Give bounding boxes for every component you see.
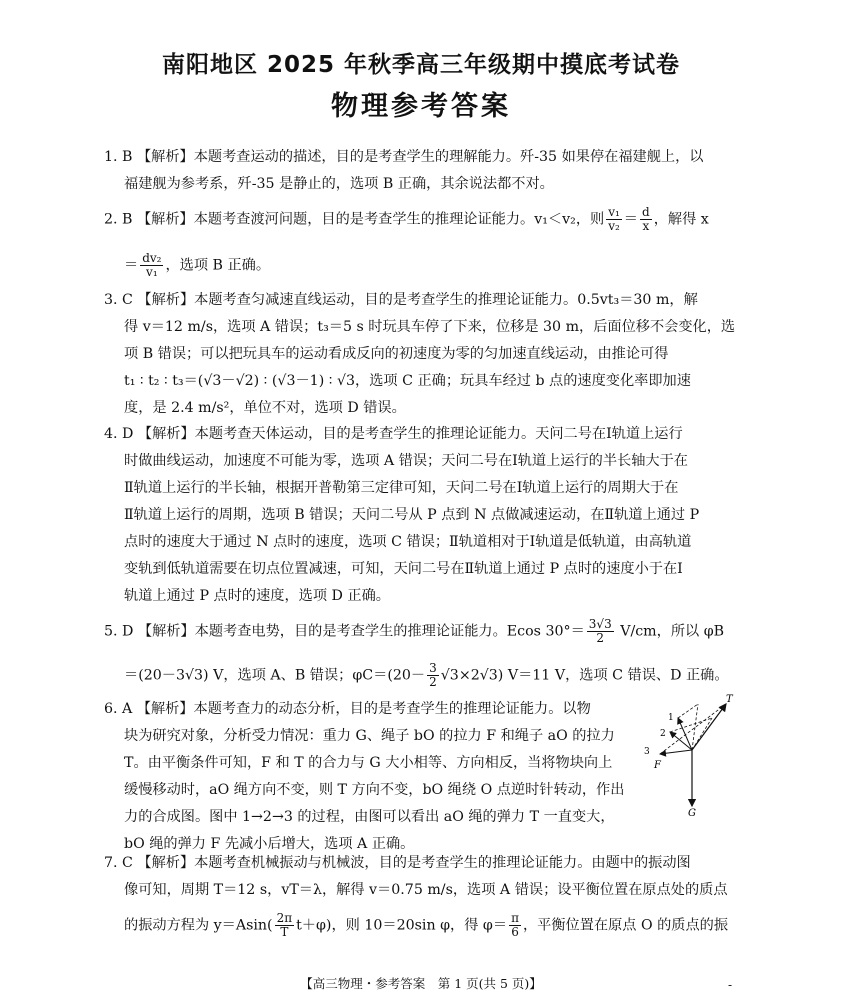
q7-line-2: 像可知，周期 T＝12 s，vT＝λ，解得 v＝0.75 m/s，选项 A 错误；设平衡位置在原点处的质点 (124, 882, 728, 898)
q3-line-1: 3. C 【解析】本题考查匀减速直线运动，目的是考查学生的推理论证能力。0.5vt₃＝30 m，解 (104, 292, 698, 308)
page-mark: - (728, 978, 733, 992)
dashed-3 (660, 704, 726, 754)
q4-line-3: Ⅱ轨道上运行的半长轴，根据开普勒第三定律可知，天问二号在Ⅰ轨道上运行的周期大于在 (124, 480, 679, 496)
q4-line-7: 轨道上通过 P 点时的速度，选项 D 正确。 (124, 588, 390, 604)
force-2 (670, 732, 692, 750)
label-G: G (688, 808, 696, 819)
q5-line-1: 5. D 【解析】本题考查电势，目的是考查学生的推理论证能力。Ecos 30°＝ $\frac{3√3}{2}$ V/cm，所以 φB (104, 617, 725, 645)
dashed-t2 (692, 718, 712, 750)
q3-line-4: t₁ ∶ t₂ ∶ t₃＝(√3－√2) ∶ (√3－1) ∶ √3，选项 C 正确；玩具车经过 b 点的速度变化率即加速 (124, 373, 691, 389)
answer-key-title: 物理参考答案 (331, 91, 511, 122)
q2-line-2: ＝ $\frac{\text{dv₂}}{\text{v₁}}$ ，选项 B 正确。 (124, 251, 271, 279)
q4-line-2: 时做曲线运动，加速度不可能为零，选项 A 错误；天问二号在Ⅰ轨道上运行的半长轴大于在 (124, 453, 688, 469)
dashed-1 (678, 704, 698, 718)
q5-line-2: ＝(20－3√3) V，选项 A、B 错误；φC＝(20－ $\frac{3}{2}$ √3×2√3) V＝11 V，选项 C 错误、D 正确。 (124, 661, 729, 689)
label-T: T (726, 694, 733, 705)
q6-line-5: 力的合成图。图中 1→2→3 的过程，由图可以看出 aO 绳的弹力 T 一直变大， (124, 809, 615, 825)
q7-fraction-phi: $\frac{\pi}{6}$ (511, 911, 519, 939)
q7-line-3: 的振动方程为 y＝Asin( $\frac{2\pi}{T}$ t＋φ)，则 10＝20sin φ，得 φ＝ $\frac{\pi}{6}$ ，平衡位置在原点 O 的质点的振 (124, 911, 729, 939)
q7-fraction-omega: $\frac{2\pi}{T}$ (276, 911, 293, 939)
force-1 (678, 718, 692, 750)
dashed-2 (670, 718, 712, 732)
rope-a-force-T (692, 704, 726, 750)
q1-line-1: 1. B 【解析】本题考查运动的描述，目的是考查学生的理解能力。歼-35 如果停在福建舰上，以 (104, 149, 704, 165)
q2-line-1: 2. B 【解析】本题考查渡河问题，目的是考查学生的推理论证能力。v₁＜v₂，则 $\frac{\text{v₁}}{\text{v₂}}$ ＝ $\frac{d}{x}$ ，解得 x (104, 205, 709, 233)
q6-line-2: 块为研究对象，分析受力情况：重力 G、绳子 bO 的拉力 F 和绳子 aO 的拉力 (124, 728, 615, 744)
q4-line-4: Ⅱ轨道上运行的周期，选项 B 错误；天问二号从 P 点到 N 点做减速运动，在Ⅱ轨道上通过 P (124, 507, 700, 523)
label-1: 1 (668, 713, 674, 723)
q4-line-5: 点时的速度大于通过 N 点时的速度，选项 C 错误；Ⅱ轨道相对于Ⅰ轨道是低轨道，由高轨道 (124, 534, 692, 550)
label-2: 2 (660, 729, 666, 739)
q2-text: 2. B 【解析】本题考查渡河问题，目的是考查学生的推理论证能力。v₁＜v₂，则 (104, 211, 605, 228)
q6-line-6: bO 绳的弹力 F 先减小后增大，选项 A 正确。 (124, 836, 415, 852)
q7-line-1: 7. C 【解析】本题考查机械振动与机械波，目的是考查学生的推理论证能力。由题中的振动图 (104, 855, 691, 871)
q2-fraction-v: $\frac{\text{v₁}}{\text{v₂}}$ (608, 205, 620, 233)
q1-line-2: 福建舰为参考系，歼-35 是静止的，选项 B 正确，其余说法都不对。 (124, 176, 554, 192)
q3-line-3: 项 B 错误；可以把玩具车的运动看成反向的初速度为零的匀加速直线运动，由推论可得 (124, 346, 669, 362)
q4-line-1: 4. D 【解析】本题考查天体运动，目的是考查学生的推理论证能力。天问二号在Ⅰ轨道上运行 (104, 426, 683, 442)
q6-line-1: 6. A 【解析】本题考查力的动态分析，目的是考查学生的推理论证能力。以物 (104, 701, 591, 717)
q6-line-4: 缓慢移动时，aO 绳方向不变，则 T 方向不变，bO 绳绕 O 点逆时针转动，作出 (124, 782, 625, 798)
q5-fraction-2: $\frac{3}{2}$ (429, 661, 437, 689)
label-3: 3 (644, 747, 650, 757)
exam-title: 南阳地区 2025 年秋季高三年级期中摸底考试卷 (161, 52, 681, 78)
q6-line-3: T。由平衡条件可知，F 和 T 的合力与 G 大小相等、方向相反，当将物块向上 (124, 755, 613, 771)
q3-line-5: 度，是 2.4 m/s²，单位不对，选项 D 错误。 (124, 400, 406, 416)
q3-line-2: 得 v＝12 m/s，选项 A 错误；t₃＝5 s 时玩具车停了下来，位移是 30 m，后面位移不会变化，选 (124, 319, 736, 335)
force-composition-diagram (630, 692, 740, 820)
label-F: F (654, 760, 661, 771)
q4-line-6: 变轨到低轨道需要在切点位置减速，可知，天问二号在Ⅱ轨道上通过 P 点时的速度小于在Ⅰ (124, 561, 683, 577)
q5-fraction-1: $\frac{3√3}{2}$ (588, 617, 612, 645)
q2-fraction-x: $\frac{\text{dv₂}}{\text{v₁}}$ (142, 251, 162, 279)
q2-fraction-dx: $\frac{d}{x}$ (642, 205, 650, 233)
page-footer: 【高三物理・参考答案 第 1 页(共 5 页)】 (300, 976, 542, 991)
